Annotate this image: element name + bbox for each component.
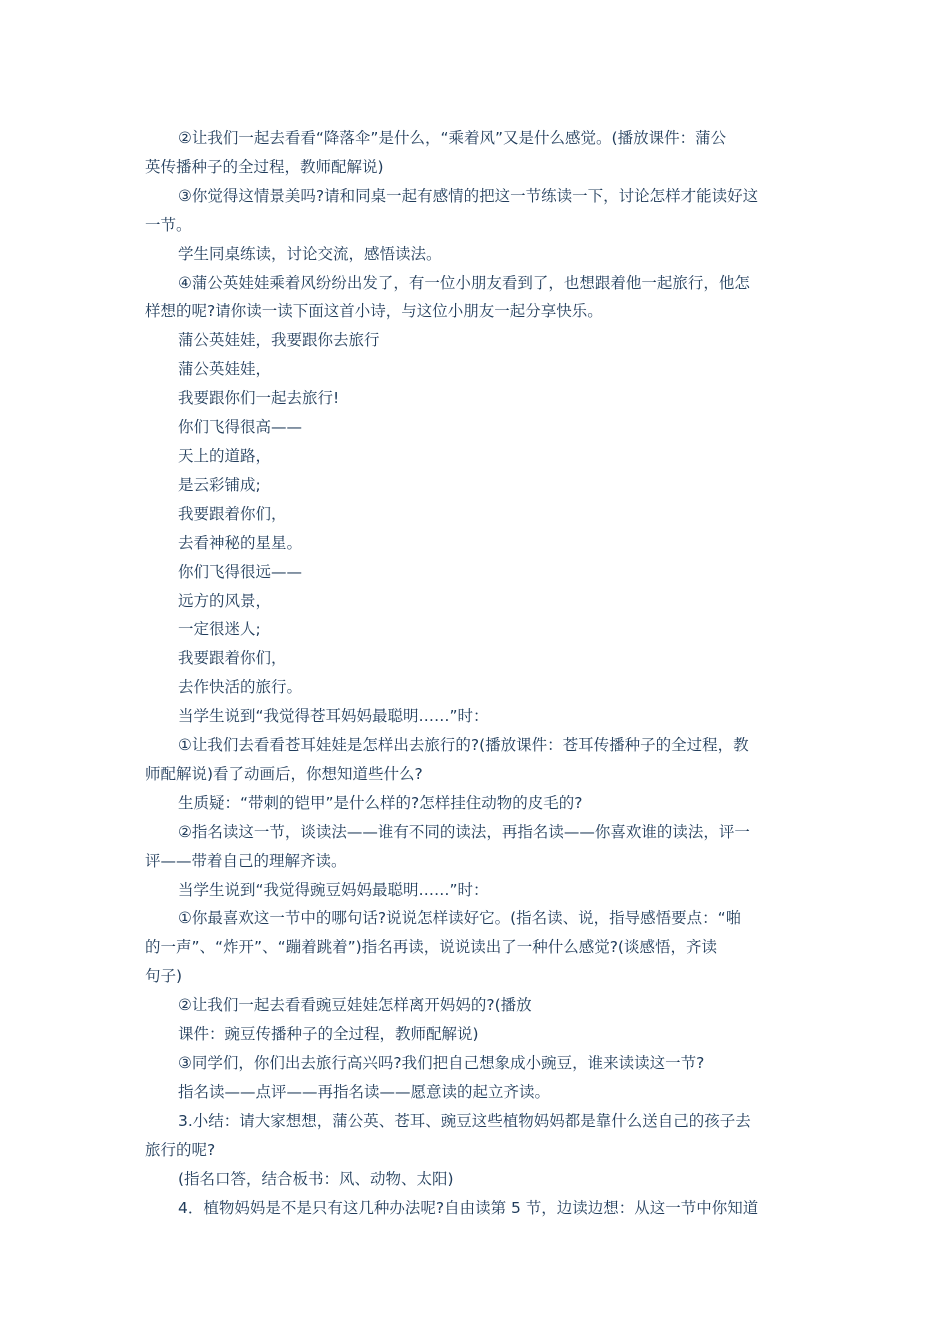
text-line: 我要跟着你们，	[178, 649, 287, 668]
text-line: 句子)	[145, 967, 183, 986]
text-line: 天上的道路，	[178, 446, 272, 465]
text-line: ③你觉得这情景美吗?请和同桌一起有感情的把这一节练读一下，讨论怎样才能读好这	[178, 186, 759, 205]
text-line: ③同学们，你们出去旅行高兴吗?我们把自己想象成小豌豆，谁来读读这一节?	[178, 1054, 705, 1072]
text-line: 我要跟着你们，	[178, 504, 287, 523]
document-page	[145, 124, 807, 1222]
text-line: 生质疑：“带刺的铠甲”是什么样的?怎样挂住动物的皮毛的?	[178, 793, 583, 812]
text-line: ①你最喜欢这一节中的哪句话?说说怎样读好它。(指名读、说，指导感悟要点：“啪	[178, 909, 742, 928]
text-line: 去看神秘的星星。	[178, 533, 303, 552]
text-line: 你们飞得很高——	[178, 418, 303, 437]
text-line: 蒲公英娃娃，我要跟你去旅行	[178, 331, 380, 350]
text-line: 4．植物妈妈是不是只有这几种办法呢?自由读第 5 节，边读边想：从这一节中你知道	[178, 1198, 759, 1217]
text-line: (指名口答，结合板书：风、动物、太阳)	[178, 1169, 454, 1188]
text-line: 课件：豌豆传播种子的全过程，教师配解说)	[178, 1025, 479, 1044]
text-line: ①让我们去看看苍耳娃娃是怎样出去旅行的?(播放课件：苍耳传播种子的全过程，教	[178, 736, 749, 755]
text-line: 的一声”、“炸开”、“蹦着跳着”)指名再读，说说读出了一种什么感觉?(谈感悟，齐读	[145, 938, 717, 957]
text-line: 我要跟你们一起去旅行!	[178, 389, 340, 408]
text-line: 英传播种子的全过程，教师配解说)	[145, 157, 384, 176]
text-line: 当学生说到“我觉得苍耳妈妈最聪明……”时：	[178, 707, 489, 726]
text-line: 一节。	[145, 215, 192, 234]
text-line: ②让我们一起去看看“降落伞”是什么，“乘着风”又是什么感觉。(播放课件：蒲公	[178, 129, 727, 147]
text-line: 师配解说)看了动画后，你想知道些什么?	[145, 764, 423, 783]
text-line: 一定很迷人;	[178, 620, 261, 639]
text-line: 3.小结：请大家想想，蒲公英、苍耳、豌豆这些植物妈妈都是靠什么送自己的孩子去	[178, 1111, 751, 1130]
text-line: 你们飞得很远——	[178, 562, 303, 581]
text-line: ④蒲公英娃娃乘着风纷纷出发了，有一位小朋友看到了，也想跟着他一起旅行，他怎	[178, 273, 750, 292]
text-line: 当学生说到“我觉得豌豆妈妈最聪明……”时：	[178, 880, 489, 899]
text-line: 蒲公英娃娃，	[178, 360, 272, 379]
text-line: 学生同桌练读，讨论交流，感悟读法。	[178, 244, 442, 263]
text-line: 样想的呢?请你读一读下面这首小诗，与这位小朋友一起分享快乐。	[145, 302, 603, 321]
text-line: 去作快活的旅行。	[178, 678, 303, 697]
text-line: ②让我们一起去看看豌豆娃娃怎样离开妈妈的?(播放	[178, 996, 532, 1015]
text-line: 旅行的呢?	[145, 1140, 216, 1159]
text-line: 是云彩铺成;	[178, 475, 261, 494]
text-line: 评——带着自己的理解齐读。	[145, 851, 347, 870]
text-line: ②指名读这一节，谈读法——谁有不同的读法，再指名读——你喜欢谁的读法，评一	[178, 822, 750, 841]
text-line: 指名读——点评——再指名读——愿意读的起立齐读。	[178, 1082, 551, 1101]
text-line: 远方的风景，	[178, 591, 272, 610]
